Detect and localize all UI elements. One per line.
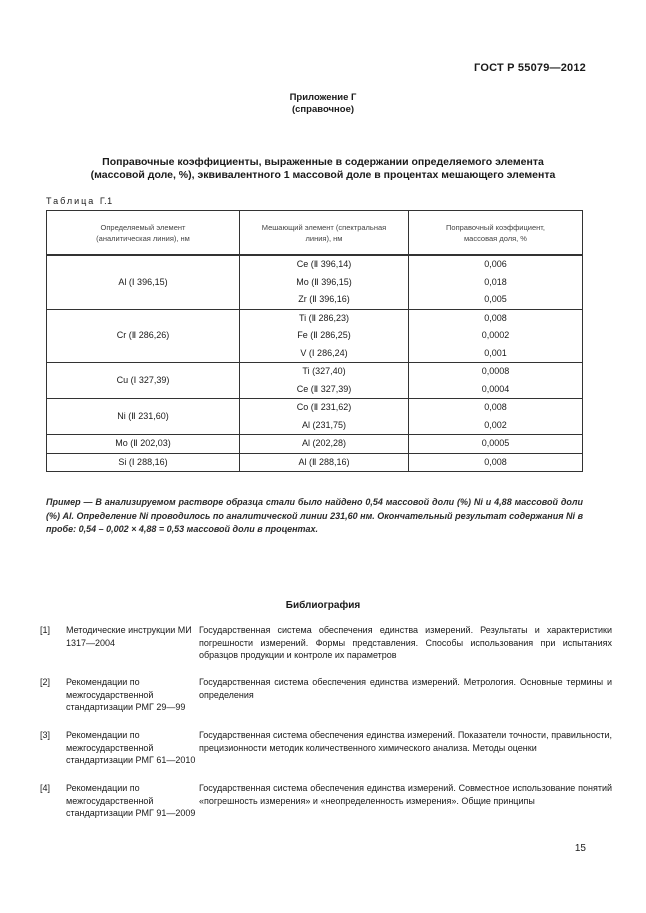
interferent-cell [240, 435, 409, 454]
table-row [47, 255, 583, 309]
table-label [46, 196, 113, 206]
interferent-line: Fe (Ⅱ 286,25) [297, 330, 351, 340]
column-header-text: Поправочный коэффициент, [446, 222, 545, 232]
coefficient-line: 0,001 [484, 347, 507, 358]
bibliography-source: Рекомендации по межгосударственной стандартизации РМГ 91—2009 [66, 783, 196, 818]
interferent-line: Ti (327,40) [302, 366, 346, 376]
page-number: 15 [574, 843, 586, 854]
column-header-text: линия), нм [305, 233, 343, 243]
element-cell: Si (Ⅰ 288,16) [47, 453, 240, 472]
coefficient-line: 0,008 [484, 456, 507, 467]
coefficient-line: 0,005 [484, 294, 507, 304]
table-heading [60, 156, 586, 182]
interferent-line: Ce (Ⅱ 396,14) [296, 259, 352, 269]
table-header-row [47, 211, 583, 256]
coefficient-line: 0,018 [484, 276, 507, 287]
bibliography-description: Государственная система обеспечения единства измерений. Совместное использование понятий «погрешность измерения» и «неопределенность измерения». Общие принципы [199, 783, 612, 806]
bibliography-description: Государственная система обеспечения единства измерений. Метрология. Основные термины и определения [199, 677, 612, 700]
interferent-cell [240, 309, 409, 363]
bibliography-description: Государственная система обеспечения единства измерений. Результаты и характеристики погрешности измерений. Формы представления. Способы использования при испытаниях образцов продукции и контроле их параметров [199, 625, 612, 660]
bibliography-source: Рекомендации по межгосударственной стандартизации РМГ 29—99 [66, 677, 186, 712]
interferent-line: V (Ⅰ 286,24) [300, 347, 348, 358]
coefficient-cell [409, 453, 583, 472]
bibliography-number: [4] [40, 783, 51, 793]
interferent-cell [240, 453, 409, 472]
coefficient-cell [409, 255, 583, 309]
bibliography-source: Методические инструкции МИ 1317—2004 [66, 625, 192, 648]
table-row [47, 453, 583, 472]
interferent-line: Al (Ⅱ 288,16) [298, 456, 350, 467]
bibliography-number: [2] [40, 677, 51, 687]
table-row [47, 435, 583, 454]
bibliography-description: Государственная система обеспечения единства измерений. Показатели точности, правильности, прецизионности методик количественного химического анализа. Методы оценки [199, 730, 612, 753]
element-cell: Al (Ⅰ 396,15) [47, 255, 240, 309]
table-row [47, 309, 583, 363]
coefficient-cell [409, 363, 583, 399]
coefficient-cell [409, 309, 583, 363]
correction-coefficients-table [46, 210, 583, 472]
element-cell: Cr (Ⅱ 286,26) [47, 309, 240, 363]
coefficient-line: 0,0008 [481, 366, 510, 376]
column-header-element [47, 211, 240, 256]
interferent-cell [240, 399, 409, 435]
coefficient-cell [409, 435, 583, 454]
column-header-coefficient [409, 211, 583, 256]
interferent-line: Al (202,28) [301, 438, 347, 448]
column-header-text: Определяемый элемент [100, 222, 186, 232]
interferent-line: Al (231,75) [301, 419, 347, 430]
table-heading-line-2: (массовой доле, %), эквивалентного 1 массовой доле в процентах мешающего элемента [90, 169, 556, 181]
interferent-line: Ti (Ⅱ 286,23) [298, 312, 350, 323]
coefficient-cell [409, 399, 583, 435]
interferent-line: Ce (Ⅱ 327,39) [296, 383, 352, 394]
column-header-interferent [240, 211, 409, 256]
table-row [47, 399, 583, 435]
coefficient-line: 0,006 [484, 259, 507, 269]
column-header-text: (аналитическая линия), нм [96, 233, 190, 243]
standard-designation: ГОСТ Р 55079—2012 [474, 62, 586, 74]
interferent-line: Mo (Ⅱ 396,15) [296, 276, 352, 287]
bibliography-source: Рекомендации по межгосударственной стандартизации РМГ 61—2010 [66, 730, 196, 765]
coefficient-line: 0,0002 [481, 330, 510, 340]
column-header-text: Мешающий элемент (спектральная [261, 222, 387, 232]
coefficient-line: 0,002 [484, 419, 507, 430]
column-header-text: массовая доля, % [464, 233, 527, 243]
bibliography-title: Библиография [285, 600, 361, 611]
table-label-number: Г.1 [99, 196, 113, 206]
interferent-line: Co (Ⅱ 231,62) [296, 402, 352, 412]
coefficient-line: 0,0005 [481, 438, 510, 448]
element-cell: Mo (Ⅱ 202,03) [47, 435, 240, 454]
example-note: Пример — В анализируемом растворе образца стали было найдено 0,54 массовой доли (%) Ni и 4,88 массовой доли (%) Al. Определение Ni проводилось по аналитической линии 231,60 нм. Окончательный результат содержания Ni в пробе: 0,54 – 0,002 × 4,88 = 0,53 массовой доли в процентах. [46, 497, 583, 534]
element-cell: Cu (Ⅰ 327,39) [47, 363, 240, 399]
interferent-cell [240, 255, 409, 309]
element-cell: Ni (Ⅱ 231,60) [47, 399, 240, 435]
table-label-word: Таблица [46, 196, 96, 206]
bibliography-number: [1] [40, 625, 51, 635]
appendix-title: Приложение Г [289, 92, 357, 103]
bibliography-number: [3] [40, 730, 51, 740]
interferent-cell [240, 363, 409, 399]
coefficient-line: 0,008 [484, 402, 507, 412]
appendix-subtitle: (справочное) [291, 104, 355, 115]
coefficient-line: 0,0004 [481, 383, 510, 394]
interferent-line: Zr (Ⅱ 396,16) [298, 294, 350, 304]
table-heading-line-1: Поправочные коэффициенты, выраженные в содержании определяемого элемента [102, 156, 544, 168]
table-row [47, 363, 583, 399]
coefficient-line: 0,008 [484, 312, 507, 323]
